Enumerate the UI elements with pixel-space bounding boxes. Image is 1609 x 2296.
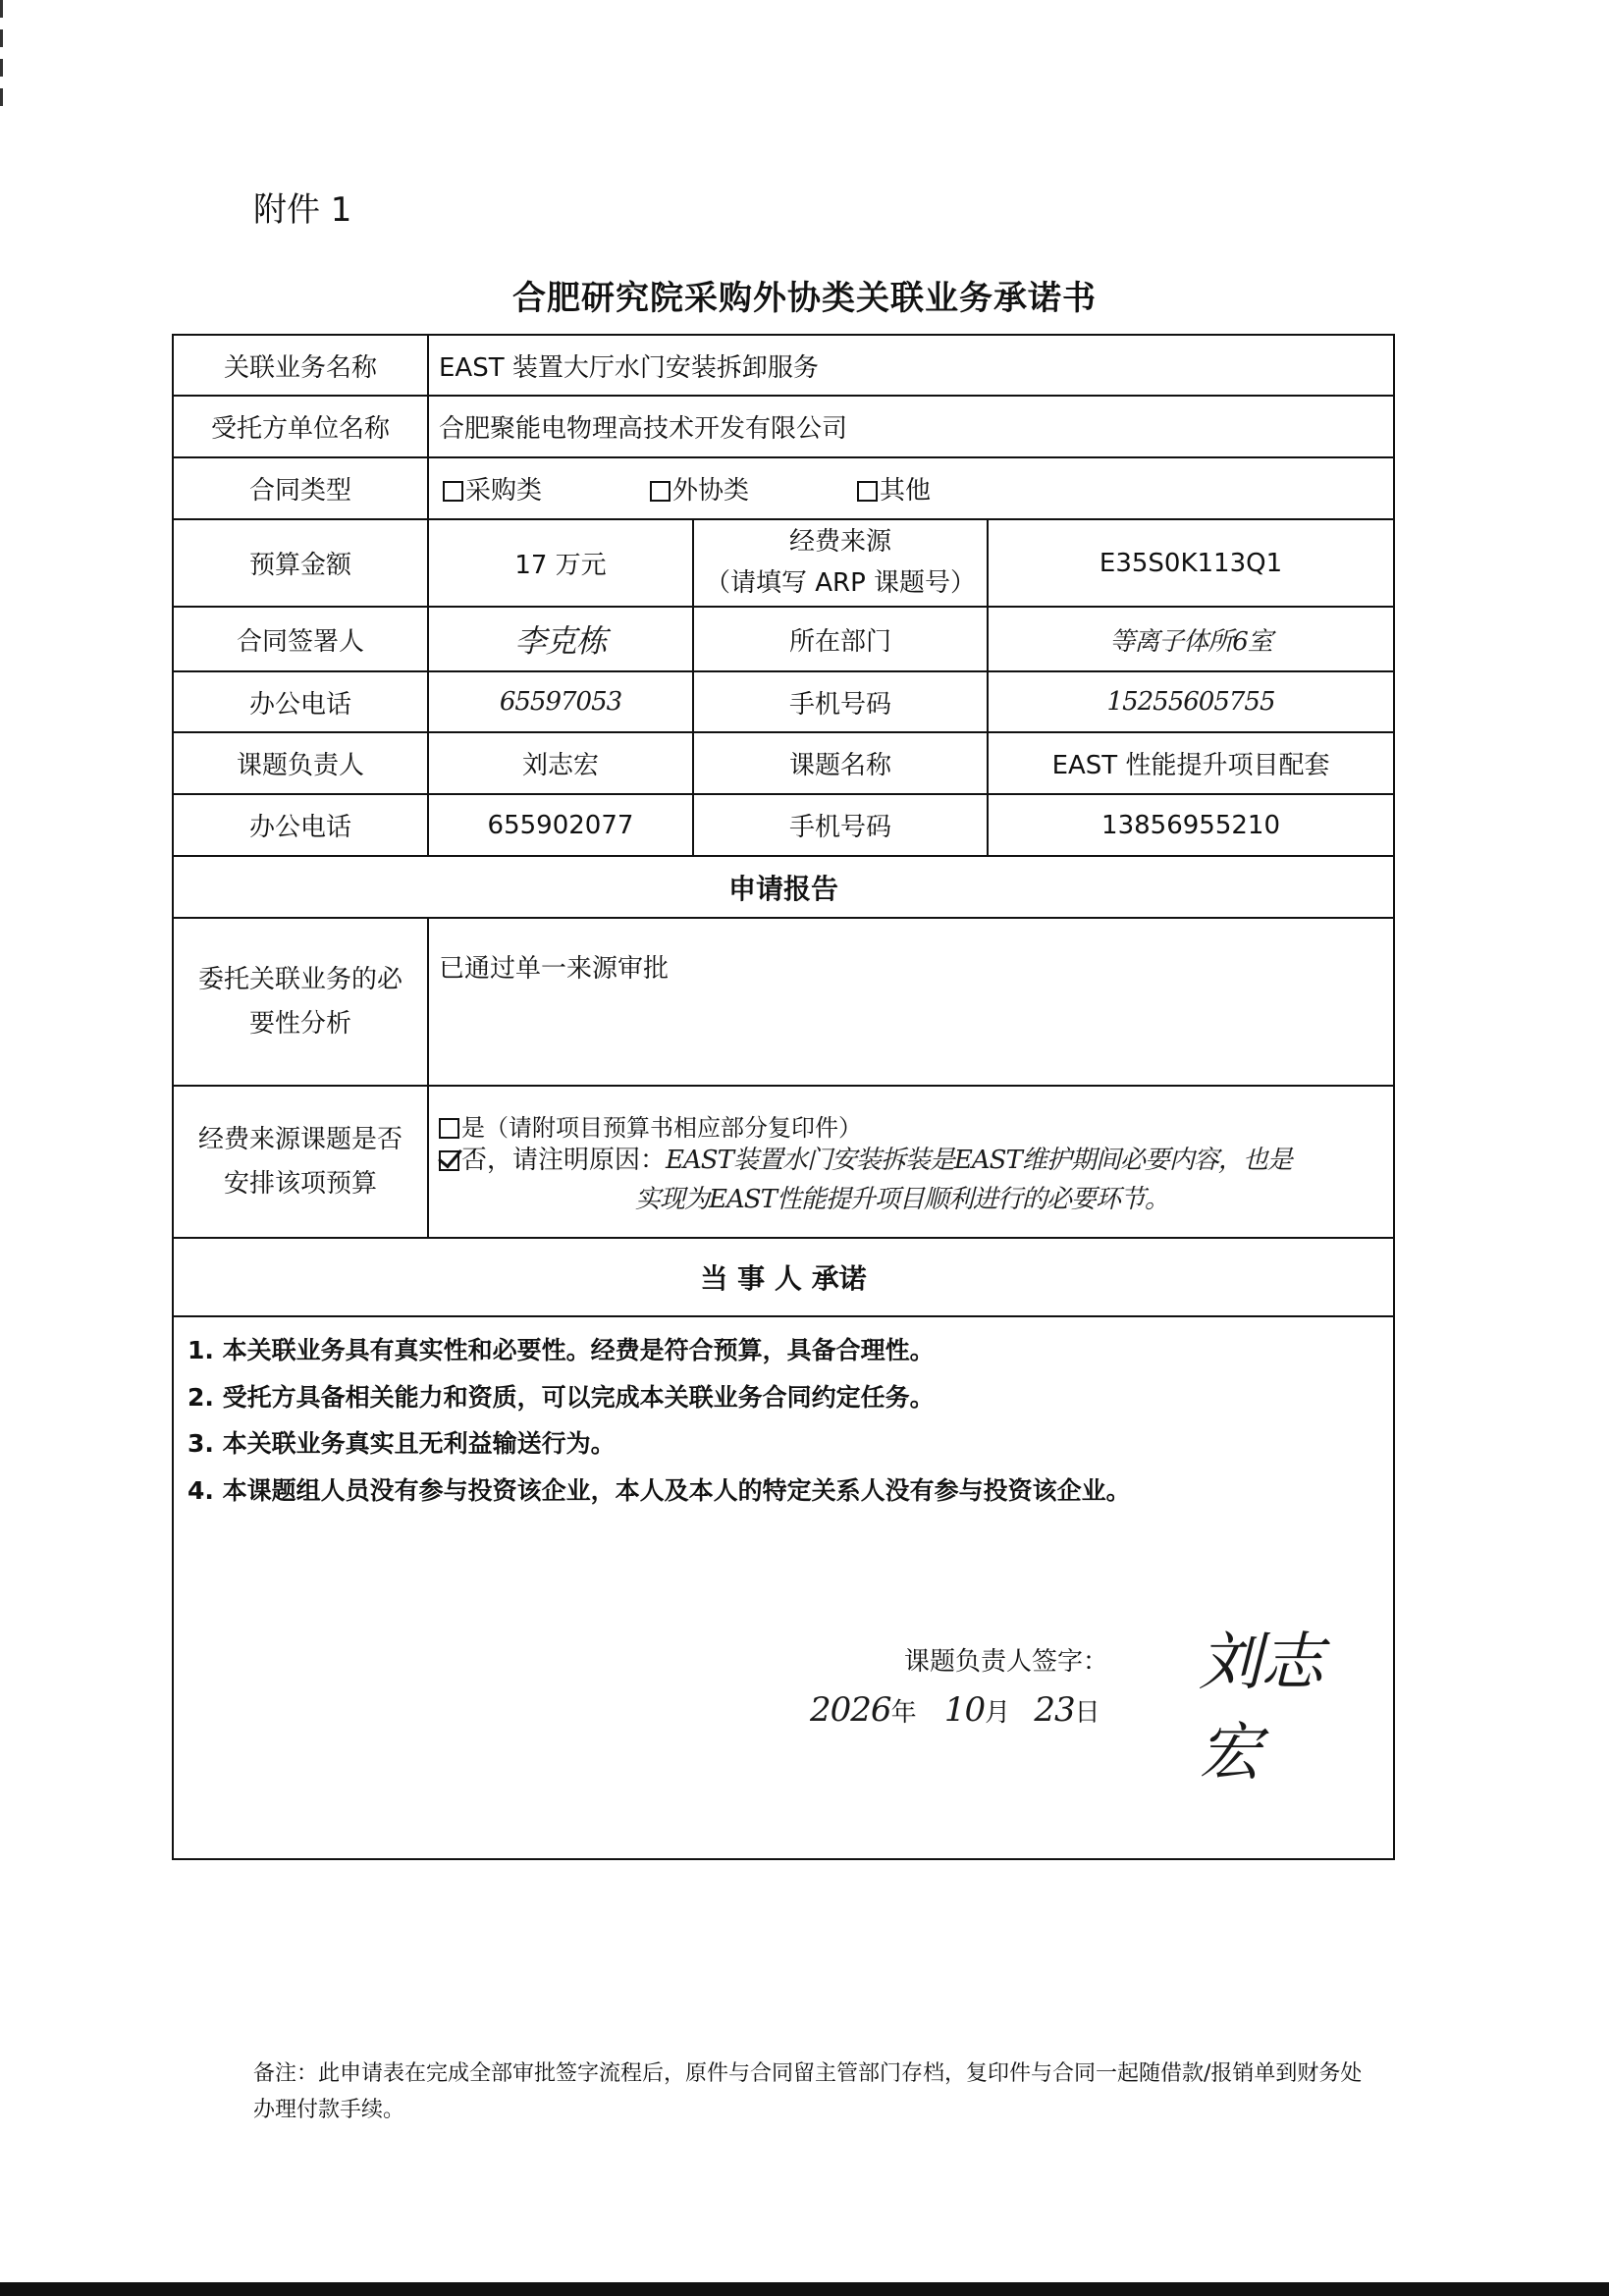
lead-office-phone: 655902077	[428, 794, 693, 856]
attachment-label: 附件 1	[253, 190, 352, 230]
scan-bottom-bar	[0, 2282, 1609, 2296]
commitment-form-table	[172, 334, 1395, 1860]
row-lead-phone	[173, 794, 1394, 856]
project-name-label: 课题名称	[693, 732, 988, 794]
row-pledges	[173, 1316, 1394, 1859]
checkbox-icon[interactable]	[439, 1118, 459, 1139]
row-business-name	[173, 335, 1394, 396]
business-name-label: 关联业务名称	[173, 335, 428, 396]
dept-handwritten-value: 等离子体所6室	[988, 607, 1394, 671]
checkbox-icon[interactable]	[443, 481, 463, 502]
budget-label: 预算金额	[173, 519, 428, 607]
project-lead-value: 刘志宏	[428, 732, 693, 794]
pledge-item: 1. 本关联业务具有真实性和必要性。经费是符合预算，具备合理性。	[188, 1336, 935, 1364]
contract-type-options	[428, 457, 1394, 519]
budget-arranged-value	[428, 1086, 1394, 1238]
footnote: 备注：此申请表在完成全部审批签字流程后，原件与合同留主管部门存档，复印件与合同一起随借款/报销单到财务处办理付款手续。	[253, 2061, 1363, 2123]
budget-yes-option[interactable]: 是（请附项目预算书相应部分复印件）	[439, 1108, 1383, 1143]
budget-source-label: 经费来源 （请填写 ARP 课题号）	[693, 519, 988, 607]
client-unit-label: 受托方单位名称	[173, 396, 428, 457]
signature-block	[806, 1622, 1356, 1789]
necessity-label: 委托关联业务的必 要性分析	[173, 918, 428, 1086]
business-name-value: EAST 装置大厅水门安装拆卸服务	[428, 335, 1394, 396]
row-application-header	[173, 856, 1394, 918]
project-lead-label: 课题负责人	[173, 732, 428, 794]
project-name-value: EAST 性能提升项目配套	[988, 732, 1394, 794]
row-budget-arranged	[173, 1086, 1394, 1238]
pledge-cell	[173, 1316, 1394, 1859]
budget-no-option[interactable]: 否，请注明原因：EAST装置水门安装拆装是EAST维护期间必要内容，也是	[439, 1143, 1383, 1180]
contract-type-option-outsourcing[interactable]: 外协类	[650, 470, 749, 507]
office-phone-label: 办公电话	[173, 671, 428, 732]
pledge-item: 4. 本课题组人员没有参与投资该企业，本人及本人的特定关系人没有参与投资该企业。	[188, 1475, 1131, 1505]
row-signer-phone	[173, 671, 1394, 732]
row-project-lead	[173, 732, 1394, 794]
signer-office-phone: 65597053	[428, 671, 693, 732]
checkbox-icon[interactable]	[857, 481, 878, 502]
signer-handwritten-name: 李克栋	[428, 607, 693, 671]
pledge-header: 当 事 人 承诺	[173, 1238, 1394, 1316]
lead-mobile: 13856955210	[988, 794, 1394, 856]
signer-label: 合同签署人	[173, 607, 428, 671]
pledge-item: 2. 受托方具备相关能力和资质，可以完成本关联业务合同约定任务。	[188, 1382, 935, 1412]
office-phone-label: 办公电话	[173, 794, 428, 856]
dept-label: 所在部门	[693, 607, 988, 671]
application-report-header: 申请报告	[173, 856, 1394, 918]
handwritten-reason-line1: EAST装置水门安装拆装是EAST维护期间必要内容，也是	[666, 1145, 1292, 1175]
pledge-list	[174, 1317, 1393, 1514]
checkbox-icon[interactable]	[650, 481, 670, 502]
contract-type-option-purchase[interactable]: 采购类	[443, 470, 542, 507]
signature-label: 课题负责人签字：	[904, 1647, 1109, 1677]
client-unit-value: 合肥聚能电物理高技术开发有限公司	[428, 396, 1394, 457]
signature-date: 2026年 10月 23日	[810, 1690, 1100, 1730]
mobile-label: 手机号码	[693, 794, 988, 856]
contract-type-option-other[interactable]: 其他	[857, 470, 931, 507]
contract-type-label: 合同类型	[173, 457, 428, 519]
row-pledge-header	[173, 1238, 1394, 1316]
scan-edge-marks	[0, 0, 4, 157]
handwritten-signature: 刘志宏	[1199, 1627, 1323, 1789]
mobile-label: 手机号码	[693, 671, 988, 732]
row-contract-type	[173, 457, 1394, 519]
signer-mobile: 15255605755	[988, 671, 1394, 732]
pledge-item: 3. 本关联业务真实且无利益输送行为。	[188, 1429, 616, 1458]
row-budget	[173, 519, 1394, 607]
budget-source-code: E35S0K113Q1	[988, 519, 1394, 607]
budget-amount: 17 万元	[428, 519, 693, 607]
handwritten-reason-line2: 实现为EAST性能提升项目顺利进行的必要环节。	[635, 1185, 1169, 1215]
row-signer	[173, 607, 1394, 671]
necessity-value: 已通过单一来源审批	[428, 918, 1394, 1086]
checked-checkbox-icon[interactable]	[439, 1150, 459, 1171]
page-title: 合肥研究院采购外协类关联业务承诺书	[512, 279, 1097, 318]
budget-arranged-label: 经费来源课题是否 安排该项预算	[173, 1086, 428, 1238]
row-necessity	[173, 918, 1394, 1086]
row-client-unit	[173, 396, 1394, 457]
